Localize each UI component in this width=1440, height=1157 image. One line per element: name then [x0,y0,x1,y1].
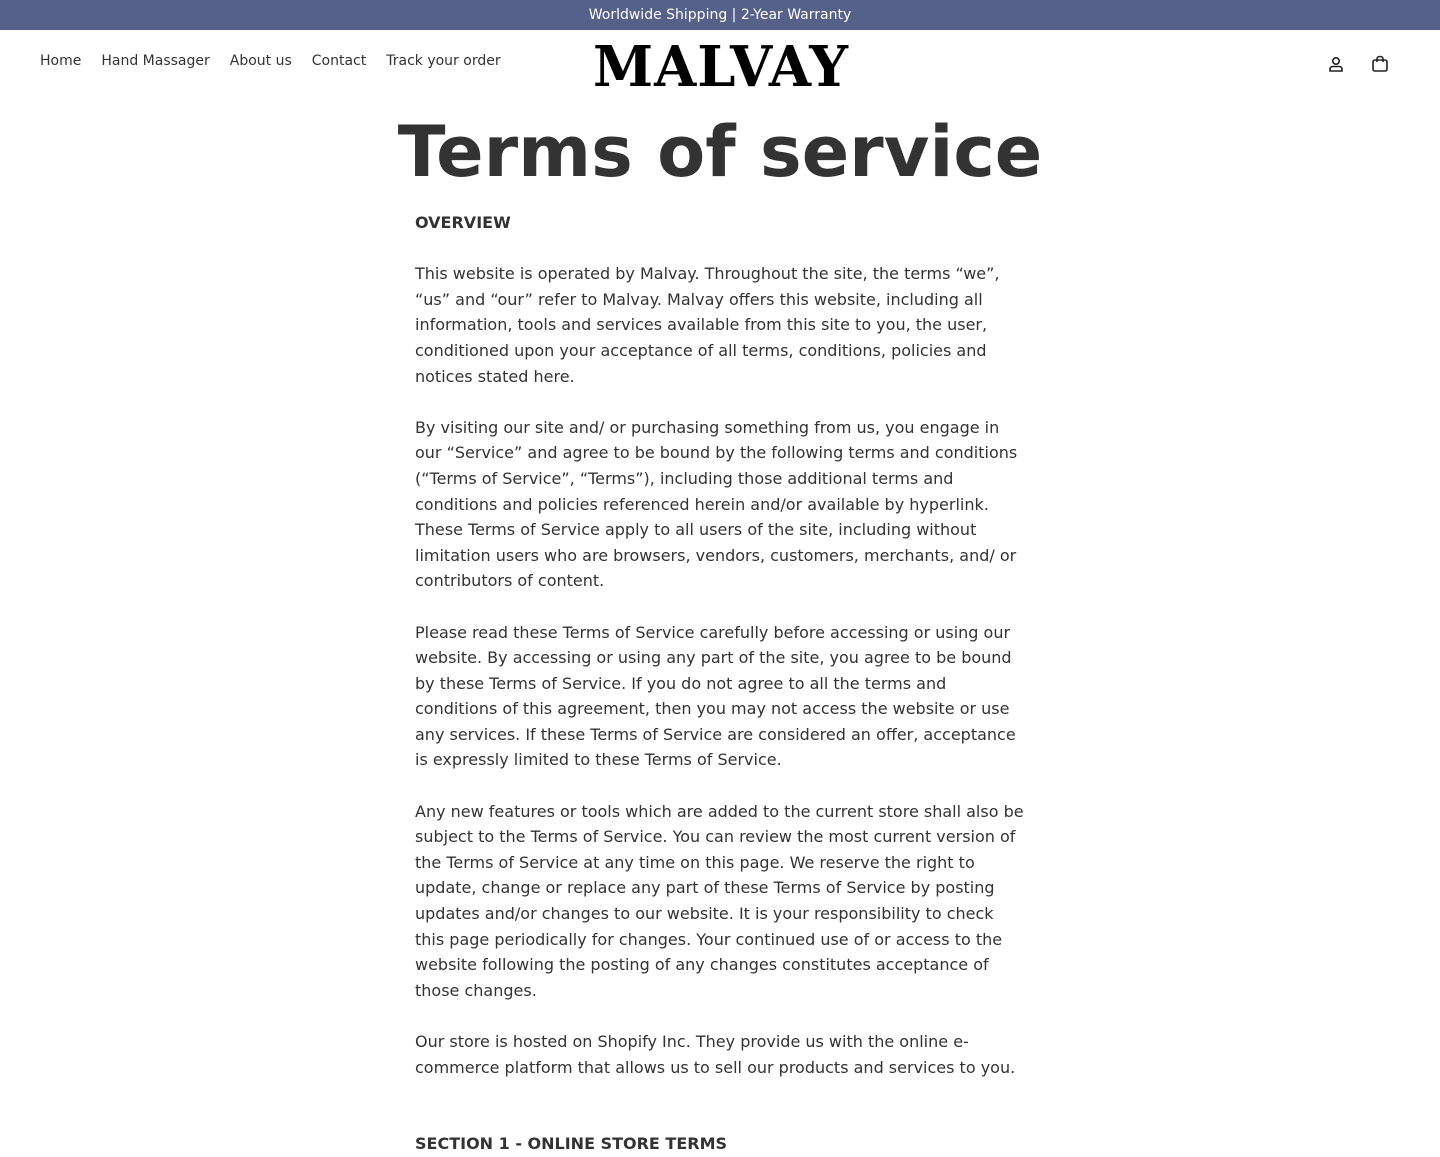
nav-hand-massager[interactable]: Hand Massager [101,53,210,69]
announcement-text: Worldwide Shipping | 2-Year Warranty [588,7,852,23]
paragraph-5: Our store is hosted on Shopify Inc. They provide us with the online e-commerce platform that allows us to sell our products and services to you. [415,1032,1016,1077]
terms-content [415,210,1027,1157]
page-title: Terms of service [397,111,1043,193]
site-header [0,30,1440,100]
nav-about-us[interactable]: About us [229,53,292,69]
paragraph-4: Any new features or tools which are added to the current store shall also be subject to the Terms of Service. You can review the most current version of the Terms of Service at any time on this page. We reserve the right to update, change or replace any part of these Terms of Service by posting updates and/or changes to our website. It is your responsibility to check this page periodically for changes. Your continued use of or access to the website following the posting of any changes constitutes acceptance of those changes. [415,801,1024,1000]
nav-home[interactable]: Home [40,53,82,69]
paragraph-3: Please read these Terms of Service carefully before accessing or using our website. By accessing or using any part of the site, you agree to be bound by these Terms of Service. If you do not agree to all the terms and conditions of this agreement, then you may not access the website or use any services. If these Terms of Service are considered an offer, acceptance is expressly limited to these Terms of Service. [415,622,1016,770]
announcement-bar [0,0,1440,30]
site-logo[interactable]: MALVAY [593,34,849,100]
section-1-heading: SECTION 1 - ONLINE STORE TERMS [415,1134,728,1154]
user-icon[interactable] [1326,54,1346,74]
shopping-bag-icon[interactable] [1370,54,1390,74]
overview-heading: OVERVIEW [415,213,511,232]
header-icons [1326,54,1390,74]
paragraph-1: This website is operated by Malvay. Throughout the site, the terms “we”, “us” and “our” refer to Malvay. Malvay offers this website, including all information, tools and services available from this site to you, the user, conditioned upon your acceptance of all terms, conditions, policies and notices stated here. [415,264,1000,386]
main-nav [40,53,501,69]
nav-contact[interactable]: Contact [311,53,367,69]
nav-track-order[interactable]: Track your order [386,53,501,69]
paragraph-2: By visiting our site and/ or purchasing something from us, you engage in our “Service” and agree to be bound by the following terms and conditions (“Terms of Service”, “Terms”), including those additional terms and conditions and policies referenced herein and/or available by hyperlink. These Terms of Service apply to all users of the site, including without limitation users who are browsers, vendors, customers, merchants, and/ or contributors of content. [415,417,1018,591]
